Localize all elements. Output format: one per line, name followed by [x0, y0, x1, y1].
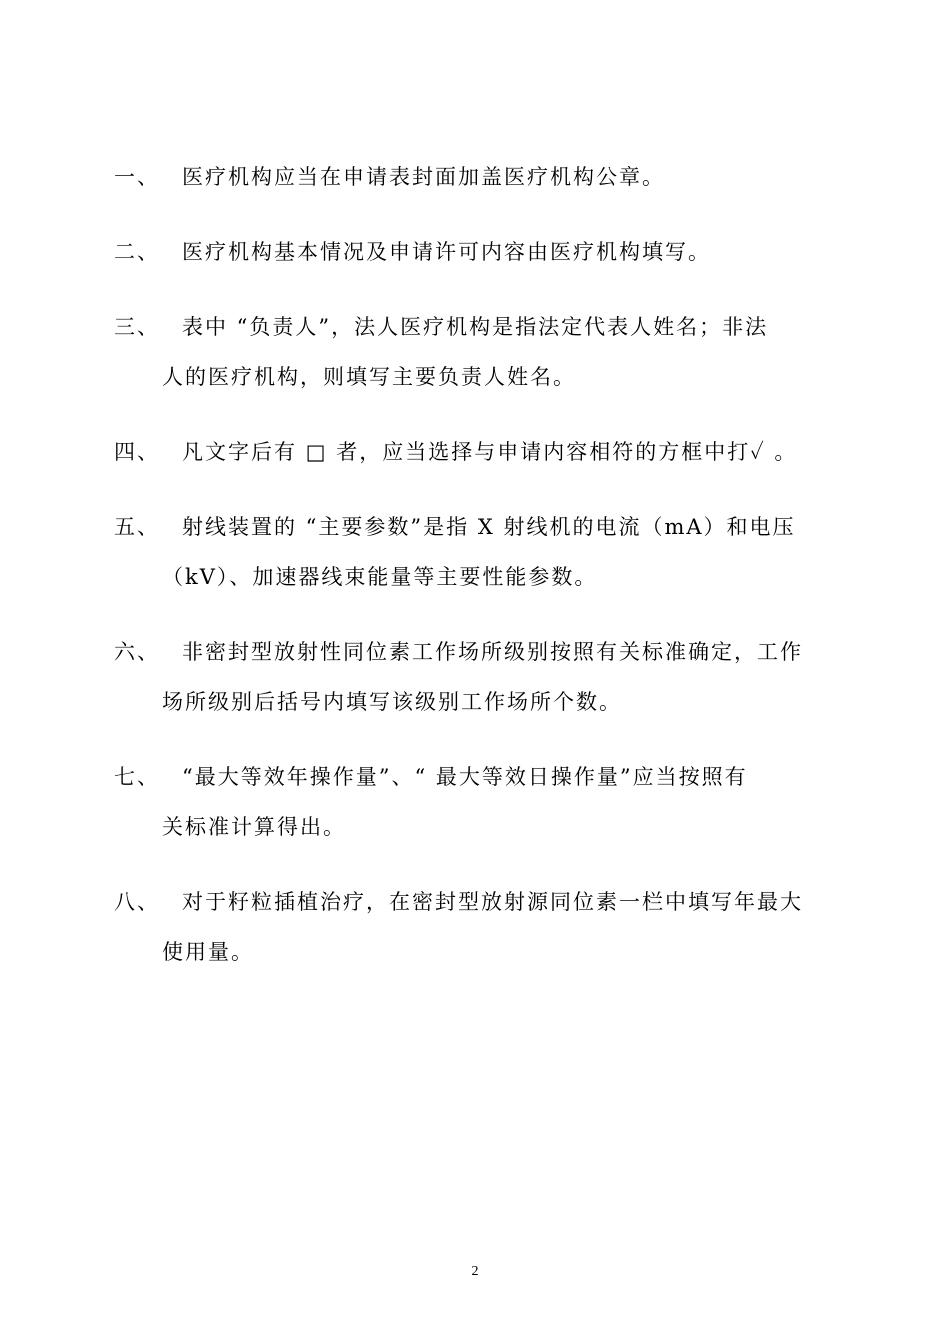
item-text-line: 对于籽粒插植治疗，在密封型放射源同位素一栏中填写年最大	[182, 890, 803, 914]
item-number: 六、	[114, 640, 160, 664]
instruction-item-5	[114, 502, 830, 602]
item-number: 五、	[114, 515, 160, 539]
item-text	[162, 752, 830, 852]
instruction-item-2	[114, 227, 830, 277]
item-text	[162, 502, 830, 602]
page-number: 2	[471, 1264, 479, 1279]
item-text	[162, 627, 830, 727]
item-text	[162, 877, 830, 977]
item-text: 凡文字后有 □ 者，应当选择与申请内容相符的方框中打✓ 。	[182, 440, 798, 464]
item-number: 三、	[114, 315, 160, 339]
item-number: 七、	[114, 765, 160, 789]
instruction-item-7	[114, 752, 830, 852]
instruction-list	[114, 152, 830, 1002]
item-text-line: 射线装置的 “主要参数”是指 X 射线机的电流（mA）和电压	[182, 515, 796, 539]
item-text-line: “最大等效年操作量”、“ 最大等效日操作量”应当按照有	[182, 765, 748, 789]
item-number: 八、	[114, 890, 160, 914]
instruction-item-6	[114, 627, 830, 727]
item-text	[162, 302, 830, 402]
instruction-item-1	[114, 152, 830, 202]
item-text-continuation: （kV）、加速器线束能量等主要性能参数。	[162, 565, 598, 589]
item-text: 医疗机构应当在申请表封面加盖医疗机构公章。	[182, 165, 665, 189]
item-text-continuation: 人的医疗机构，则填写主要负责人姓名。	[162, 365, 576, 389]
instruction-item-3	[114, 302, 830, 402]
item-text-continuation: 关标准计算得出。	[162, 815, 346, 839]
item-text-continuation: 场所级别后括号内填写该级别工作场所个数。	[162, 690, 622, 714]
item-text-line: 非密封型放射性同位素工作场所级别按照有关标准确定，工作	[182, 640, 803, 664]
item-text-continuation: 使用量。	[162, 940, 254, 964]
item-text: 医疗机构基本情况及申请许可内容由医疗机构填写。	[182, 240, 711, 264]
instruction-item-8	[114, 877, 830, 977]
item-text-line: 表中 “负责人”，法人医疗机构是指法定代表人姓名；非法	[182, 315, 769, 339]
item-number: 一、	[114, 165, 160, 189]
item-number: 二、	[114, 240, 160, 264]
item-number: 四、	[114, 440, 160, 464]
instruction-item-4	[114, 427, 830, 477]
